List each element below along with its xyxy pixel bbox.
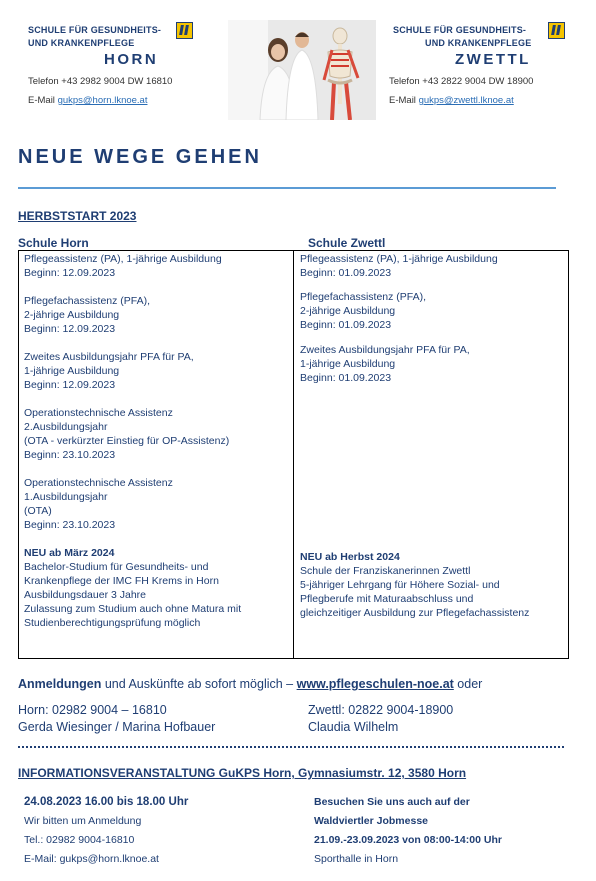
course-line: Operationstechnische Assistenz [24, 407, 173, 419]
herbststart-title: HERBSTSTART 2023 [18, 209, 137, 223]
horn-school-line1: SCHULE FÜR GESUNDHEITS- [28, 25, 162, 35]
horn-email-line [28, 95, 147, 106]
new-program-title: NEU ab März 2024 [24, 547, 115, 559]
new-program-line: Ausbildungsdauer 3 Jahre [24, 589, 147, 601]
course-entry [300, 252, 498, 280]
dotted-divider [18, 746, 564, 748]
registration-text: und Auskünfte ab sofort möglich – [101, 677, 297, 691]
registration-line [18, 677, 482, 691]
new-program-line: Schule der Franziskanerinnen Zwettl [300, 565, 471, 577]
horn-phone: Telefon +43 2982 9004 DW 16810 [28, 76, 173, 87]
zwettl-email-label: E-Mail [389, 95, 419, 106]
new-program-line: Studienberechtigungsprüfung möglich [24, 617, 201, 629]
horn-school-line2: UND KRANKENPFLEGE [28, 38, 135, 48]
new-program-line: gleichzeitiger Ausbildung zur Pflegefachassistenz [300, 607, 530, 619]
course-line: Beginn: 12.09.2023 [24, 379, 116, 391]
course-line: (OTA - verkürzter Einstieg für OP-Assistenz) [24, 435, 230, 447]
course-line: Pflegefachassistenz (PFA), [300, 291, 427, 303]
new-program-entry [300, 550, 529, 620]
horn-contact-names: Gerda Wiesinger / Marina Hofbauer [18, 720, 216, 734]
course-entry [300, 290, 426, 332]
zwettl-contact-phone: Zwettl: 02822 9004-18900 [308, 703, 454, 717]
registration-tail: oder [453, 677, 483, 691]
course-entry [24, 350, 194, 392]
zwettl-column-title: Schule Zwettl [308, 236, 386, 250]
headline: NEUE WEGE GEHEN [18, 146, 262, 168]
zwettl-email-line [389, 95, 514, 106]
horn-column-title: Schule Horn [18, 236, 89, 250]
course-entry [24, 252, 222, 280]
headline-divider [18, 187, 556, 189]
info-left-date: 24.08.2023 16.00 bis 18.00 Uhr [24, 796, 189, 808]
zwettl-contact-names: Claudia Wilhelm [308, 720, 399, 734]
course-line: Beginn: 01.09.2023 [300, 372, 392, 384]
noe-logo-icon-right [548, 22, 565, 39]
new-program-line: Krankenpflege der IMC FH Krems in Horn [24, 575, 219, 587]
horn-city: HORN [104, 51, 159, 68]
course-table [18, 250, 569, 659]
info-left-email: E-Mail: gukps@horn.lknoe.at [24, 853, 159, 865]
header-right [393, 24, 573, 68]
course-line: Pflegefachassistenz (PFA), [24, 295, 151, 307]
info-right-line1: Besuchen Sie uns auch auf der [314, 796, 470, 808]
new-program-line: Pflegberufe mit Maturaabschluss und [300, 593, 474, 605]
course-line: Beginn: 01.09.2023 [300, 319, 392, 331]
info-right-date: 21.09.-23.09.2023 von 08:00-14:00 Uhr [314, 834, 502, 846]
new-program-entry [24, 546, 241, 630]
nurses-skeleton-image [228, 20, 376, 120]
course-line: 2-jährige Ausbildung [300, 305, 396, 317]
header-photo [228, 20, 376, 120]
course-line: 1-jährige Ausbildung [300, 358, 396, 370]
info-right-place: Sporthalle in Horn [314, 853, 399, 865]
course-line: 2.Ausbildungsjahr [24, 421, 108, 433]
info-left-line1: Wir bitten um Anmeldung [24, 815, 142, 827]
table-divider [293, 251, 294, 658]
course-line: Pflegeassistenz (PA), 1-jährige Ausbildung [300, 253, 498, 265]
course-line: Pflegeassistenz (PA), 1-jährige Ausbildung [24, 253, 222, 265]
info-left-phone: Tel.: 02982 9004-16810 [24, 834, 135, 846]
zwettl-city: ZWETTL [455, 51, 531, 68]
course-line: 1-jährige Ausbildung [24, 365, 120, 377]
horn-email-link[interactable]: gukps@horn.lknoe.at [57, 95, 148, 106]
header-left [28, 24, 198, 68]
info-title: INFORMATIONSVERANSTALTUNG GuKPS Horn, Gymnasiumstr. 12, 3580 Horn [18, 766, 467, 780]
course-entry [24, 476, 173, 532]
course-line: Zweites Ausbildungsjahr PFA für PA, [24, 351, 194, 363]
course-line: Beginn: 23.10.2023 [24, 519, 116, 531]
info-right [314, 793, 502, 869]
course-line: Beginn: 12.09.2023 [24, 323, 116, 335]
course-line: Beginn: 12.09.2023 [24, 267, 116, 279]
course-line: 2-jährige Ausbildung [24, 309, 120, 321]
course-line: Zweites Ausbildungsjahr PFA für PA, [300, 344, 470, 356]
course-entry [300, 343, 470, 385]
info-left [24, 793, 188, 869]
new-program-line: Zulassung zum Studium auch ohne Matura mit [24, 603, 242, 615]
zwettl-school-line1: SCHULE FÜR GESUNDHEITS- [393, 25, 527, 35]
course-line: Operationstechnische Assistenz [24, 477, 173, 489]
new-program-line: Bachelor-Studium für Gesundheits- und [24, 561, 209, 573]
course-line: (OTA) [24, 505, 52, 517]
course-line: Beginn: 23.10.2023 [24, 449, 116, 461]
zwettl-email-link[interactable]: gukps@zwettl.lknoe.at [418, 95, 514, 106]
horn-email-label: E-Mail [28, 95, 58, 106]
new-program-title: NEU ab Herbst 2024 [300, 551, 400, 563]
zwettl-phone: Telefon +43 2822 9004 DW 18900 [389, 76, 534, 87]
registration-bold: Anmeldungen [18, 677, 102, 691]
noe-logo-icon [176, 22, 193, 39]
pflegeschulen-link[interactable]: www.pflegeschulen-noe.at [296, 677, 454, 691]
zwettl-school-line2: UND KRANKENPFLEGE [425, 38, 532, 48]
course-line: Beginn: 01.09.2023 [300, 267, 392, 279]
course-entry [24, 294, 150, 336]
course-entry [24, 406, 229, 462]
new-program-line: 5-jähriger Lehrgang für Höhere Sozial- und [300, 579, 500, 591]
info-right-line2: Waldviertler Jobmesse [314, 815, 428, 827]
course-line: 1.Ausbildungsjahr [24, 491, 108, 503]
horn-contact-phone: Horn: 02982 9004 – 16810 [18, 703, 167, 717]
